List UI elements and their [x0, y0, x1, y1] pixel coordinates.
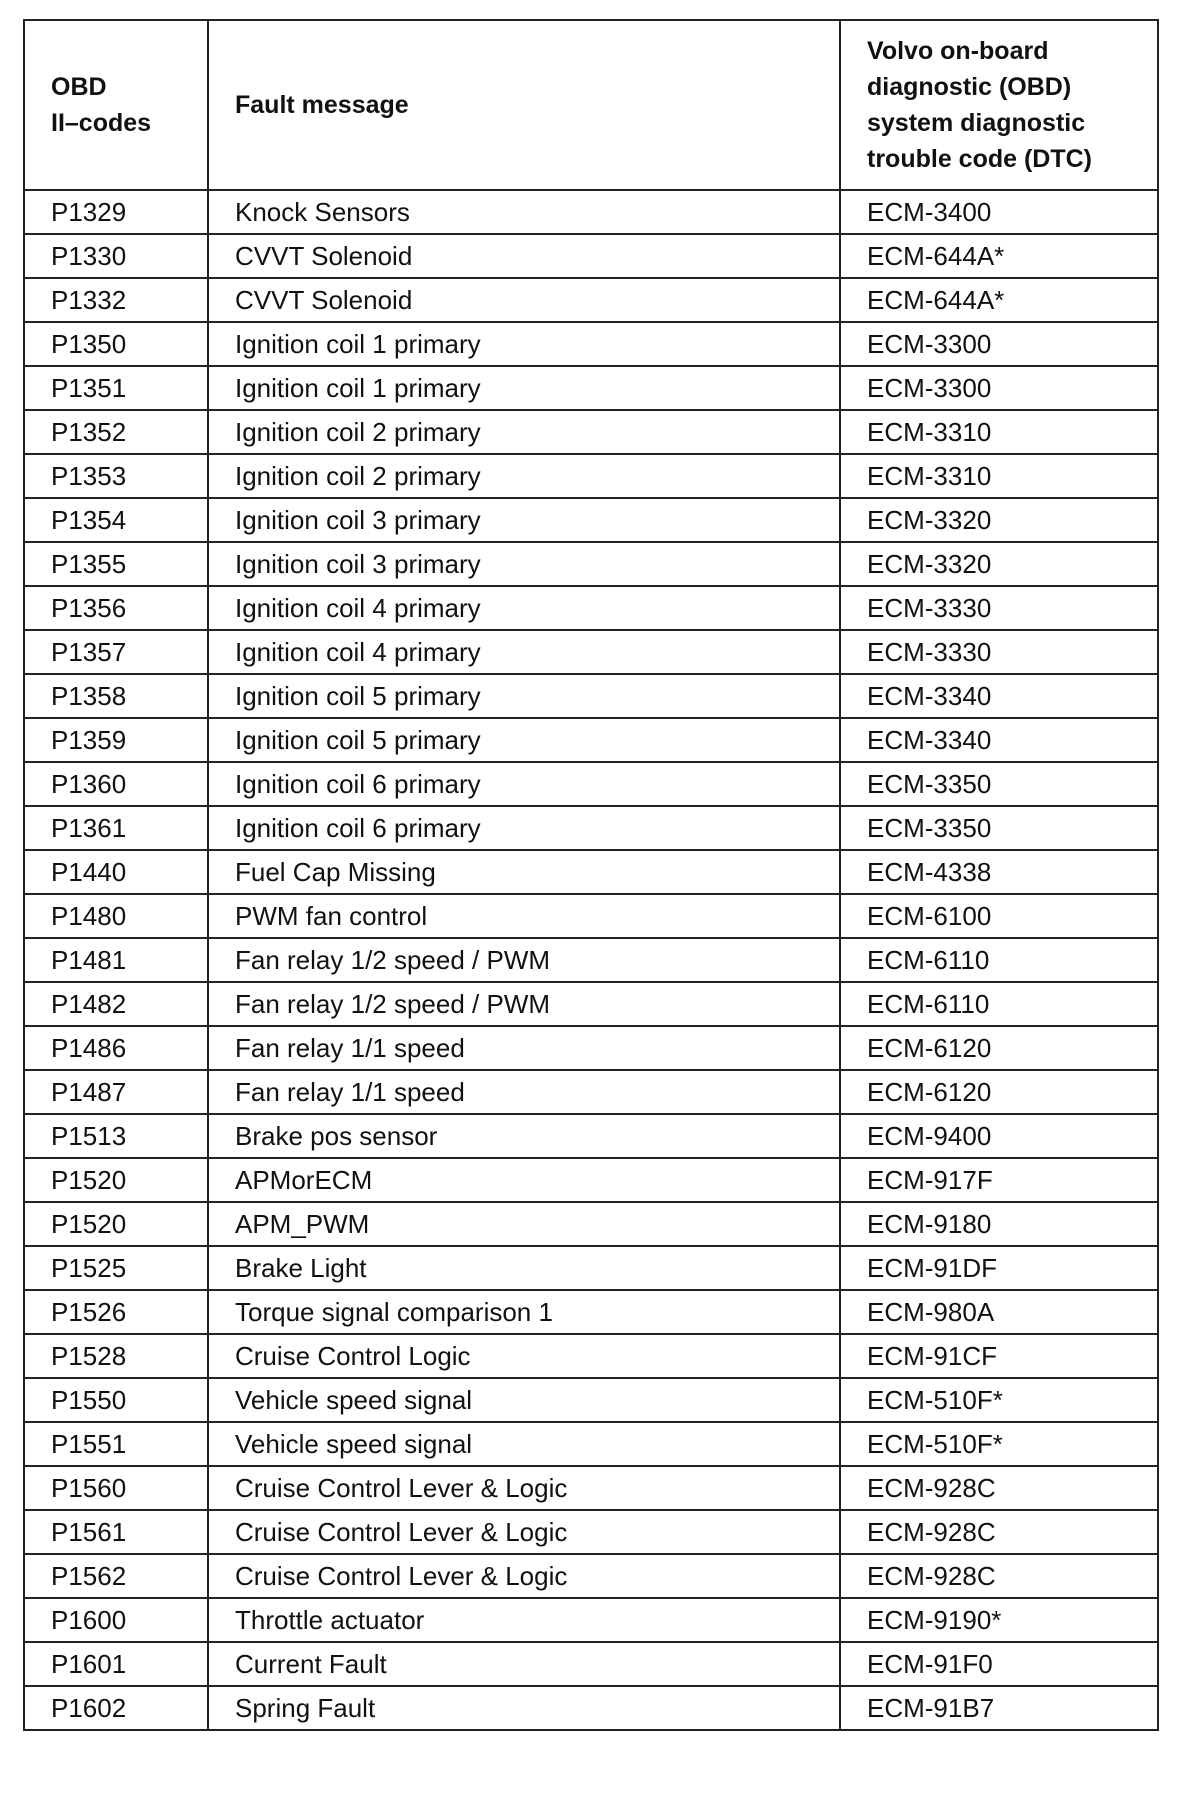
dtc-cell: ECM-3320	[840, 498, 1158, 542]
fault-message-cell: Ignition coil 1 primary	[208, 322, 840, 366]
fault-message-cell: Fan relay 1/1 speed	[208, 1026, 840, 1070]
dtc-cell: ECM-91CF	[840, 1334, 1158, 1378]
table-header-row	[24, 20, 1158, 190]
dtc-cell: ECM-6110	[840, 938, 1158, 982]
fault-message-cell: Ignition coil 2 primary	[208, 410, 840, 454]
fault-message-cell: Torque signal comparison 1	[208, 1290, 840, 1334]
dtc-cell: ECM-91F0	[840, 1642, 1158, 1686]
table-row	[24, 322, 1158, 366]
dtc-cell: ECM-9400	[840, 1114, 1158, 1158]
fault-message-cell: Vehicle speed signal	[208, 1378, 840, 1422]
table-row	[24, 454, 1158, 498]
obd-code-cell: P1350	[24, 322, 208, 366]
dtc-cell: ECM-3400	[840, 190, 1158, 234]
obd-code-cell: P1360	[24, 762, 208, 806]
table-row	[24, 278, 1158, 322]
fault-message-cell: Spring Fault	[208, 1686, 840, 1730]
dtc-cell: ECM-3320	[840, 542, 1158, 586]
fault-message-cell: Ignition coil 3 primary	[208, 542, 840, 586]
dtc-cell: ECM-928C	[840, 1510, 1158, 1554]
fault-message-cell: Cruise Control Lever & Logic	[208, 1466, 840, 1510]
header-obd-codes	[24, 20, 208, 190]
fault-message-cell: PWM fan control	[208, 894, 840, 938]
fault-message-cell: APM_PWM	[208, 1202, 840, 1246]
obd-code-cell: P1487	[24, 1070, 208, 1114]
dtc-cell: ECM-510F*	[840, 1378, 1158, 1422]
header-volvo-dtc-label: Volvo on-board diagnostic (OBD) system diagnostic trouble code (DTC)	[867, 37, 1092, 173]
obd-code-cell: P1525	[24, 1246, 208, 1290]
dtc-cell: ECM-91DF	[840, 1246, 1158, 1290]
table-row	[24, 410, 1158, 454]
fault-message-cell: Throttle actuator	[208, 1598, 840, 1642]
table-row	[24, 234, 1158, 278]
obd-code-cell: P1601	[24, 1642, 208, 1686]
obd-code-cell: P1353	[24, 454, 208, 498]
table-row	[24, 1510, 1158, 1554]
obd-code-cell: P1354	[24, 498, 208, 542]
fault-message-cell: Fan relay 1/2 speed / PWM	[208, 938, 840, 982]
obd-code-table	[23, 19, 1159, 1731]
table-row	[24, 1202, 1158, 1246]
fault-message-cell: Ignition coil 5 primary	[208, 718, 840, 762]
table-row	[24, 1070, 1158, 1114]
table-row	[24, 762, 1158, 806]
obd-code-cell: P1357	[24, 630, 208, 674]
obd-code-cell: P1356	[24, 586, 208, 630]
dtc-cell: ECM-4338	[840, 850, 1158, 894]
obd-code-cell: P1520	[24, 1158, 208, 1202]
dtc-cell: ECM-928C	[840, 1466, 1158, 1510]
table-row	[24, 1466, 1158, 1510]
fault-message-cell: Fan relay 1/2 speed / PWM	[208, 982, 840, 1026]
table-row	[24, 1642, 1158, 1686]
header-volvo-dtc	[840, 20, 1158, 190]
table-row	[24, 806, 1158, 850]
dtc-cell: ECM-644A*	[840, 278, 1158, 322]
dtc-cell: ECM-6120	[840, 1026, 1158, 1070]
dtc-cell: ECM-6100	[840, 894, 1158, 938]
table-row	[24, 1290, 1158, 1334]
obd-code-cell: P1332	[24, 278, 208, 322]
obd-code-cell: P1352	[24, 410, 208, 454]
obd-code-cell: P1520	[24, 1202, 208, 1246]
fault-message-cell: Brake pos sensor	[208, 1114, 840, 1158]
table-row	[24, 1246, 1158, 1290]
fault-message-cell: Ignition coil 6 primary	[208, 762, 840, 806]
table-row	[24, 190, 1158, 234]
table-row	[24, 630, 1158, 674]
obd-code-cell: P1600	[24, 1598, 208, 1642]
table-row	[24, 366, 1158, 410]
dtc-cell: ECM-510F*	[840, 1422, 1158, 1466]
obd-code-cell: P1358	[24, 674, 208, 718]
fault-message-cell: Ignition coil 5 primary	[208, 674, 840, 718]
obd-code-cell: P1482	[24, 982, 208, 1026]
dtc-cell: ECM-6110	[840, 982, 1158, 1026]
obd-code-cell: P1486	[24, 1026, 208, 1070]
table-row	[24, 1378, 1158, 1422]
table-row	[24, 1686, 1158, 1730]
obd-code-cell: P1550	[24, 1378, 208, 1422]
fault-message-cell: CVVT Solenoid	[208, 234, 840, 278]
dtc-cell: ECM-3350	[840, 806, 1158, 850]
table-row	[24, 674, 1158, 718]
fault-message-cell: Vehicle speed signal	[208, 1422, 840, 1466]
dtc-cell: ECM-3350	[840, 762, 1158, 806]
fault-message-cell: Fuel Cap Missing	[208, 850, 840, 894]
fault-message-cell: Ignition coil 4 primary	[208, 630, 840, 674]
dtc-cell: ECM-3340	[840, 718, 1158, 762]
header-fault-message-label: Fault message	[235, 91, 409, 119]
obd-code-cell: P1528	[24, 1334, 208, 1378]
table-row	[24, 1554, 1158, 1598]
table-row	[24, 850, 1158, 894]
dtc-cell: ECM-6120	[840, 1070, 1158, 1114]
fault-message-cell: CVVT Solenoid	[208, 278, 840, 322]
obd-code-cell: P1330	[24, 234, 208, 278]
header-obd-codes-label: OBD II–codes	[51, 73, 152, 137]
dtc-cell: ECM-91B7	[840, 1686, 1158, 1730]
table-row	[24, 1158, 1158, 1202]
obd-code-cell: P1513	[24, 1114, 208, 1158]
table-row	[24, 1334, 1158, 1378]
dtc-cell: ECM-3330	[840, 630, 1158, 674]
table-row	[24, 982, 1158, 1026]
table-row	[24, 718, 1158, 762]
obd-code-cell: P1551	[24, 1422, 208, 1466]
dtc-cell: ECM-9180	[840, 1202, 1158, 1246]
table-row	[24, 586, 1158, 630]
fault-message-cell: Knock Sensors	[208, 190, 840, 234]
obd-code-cell: P1480	[24, 894, 208, 938]
dtc-cell: ECM-3310	[840, 454, 1158, 498]
table-row	[24, 1114, 1158, 1158]
fault-message-cell: Ignition coil 1 primary	[208, 366, 840, 410]
obd-code-cell: P1602	[24, 1686, 208, 1730]
fault-message-cell: Cruise Control Logic	[208, 1334, 840, 1378]
table-body	[24, 190, 1158, 1730]
table-row	[24, 1026, 1158, 1070]
table-row	[24, 1598, 1158, 1642]
table-row	[24, 542, 1158, 586]
obd-code-cell: P1561	[24, 1510, 208, 1554]
dtc-cell: ECM-917F	[840, 1158, 1158, 1202]
table-row	[24, 938, 1158, 982]
fault-message-cell: Ignition coil 3 primary	[208, 498, 840, 542]
fault-message-cell: Cruise Control Lever & Logic	[208, 1554, 840, 1598]
obd-code-cell: P1351	[24, 366, 208, 410]
obd-code-cell: P1560	[24, 1466, 208, 1510]
obd-code-cell: P1440	[24, 850, 208, 894]
dtc-cell: ECM-9190*	[840, 1598, 1158, 1642]
fault-message-cell: Ignition coil 6 primary	[208, 806, 840, 850]
dtc-cell: ECM-3310	[840, 410, 1158, 454]
obd-code-cell: P1361	[24, 806, 208, 850]
dtc-cell: ECM-3340	[840, 674, 1158, 718]
fault-message-cell: Ignition coil 2 primary	[208, 454, 840, 498]
fault-message-cell: Fan relay 1/1 speed	[208, 1070, 840, 1114]
dtc-cell: ECM-980A	[840, 1290, 1158, 1334]
header-fault-message	[208, 20, 840, 190]
table-row	[24, 894, 1158, 938]
fault-message-cell: Ignition coil 4 primary	[208, 586, 840, 630]
fault-message-cell: Current Fault	[208, 1642, 840, 1686]
dtc-cell: ECM-644A*	[840, 234, 1158, 278]
obd-code-cell: P1359	[24, 718, 208, 762]
obd-code-cell: P1526	[24, 1290, 208, 1334]
obd-code-cell: P1355	[24, 542, 208, 586]
fault-message-cell: Brake Light	[208, 1246, 840, 1290]
obd-code-cell: P1562	[24, 1554, 208, 1598]
dtc-cell: ECM-928C	[840, 1554, 1158, 1598]
dtc-cell: ECM-3300	[840, 322, 1158, 366]
dtc-cell: ECM-3300	[840, 366, 1158, 410]
dtc-cell: ECM-3330	[840, 586, 1158, 630]
obd-code-cell: P1481	[24, 938, 208, 982]
table-row	[24, 1422, 1158, 1466]
fault-message-cell: APMorECM	[208, 1158, 840, 1202]
fault-message-cell: Cruise Control Lever & Logic	[208, 1510, 840, 1554]
obd-code-cell: P1329	[24, 190, 208, 234]
table-row	[24, 498, 1158, 542]
